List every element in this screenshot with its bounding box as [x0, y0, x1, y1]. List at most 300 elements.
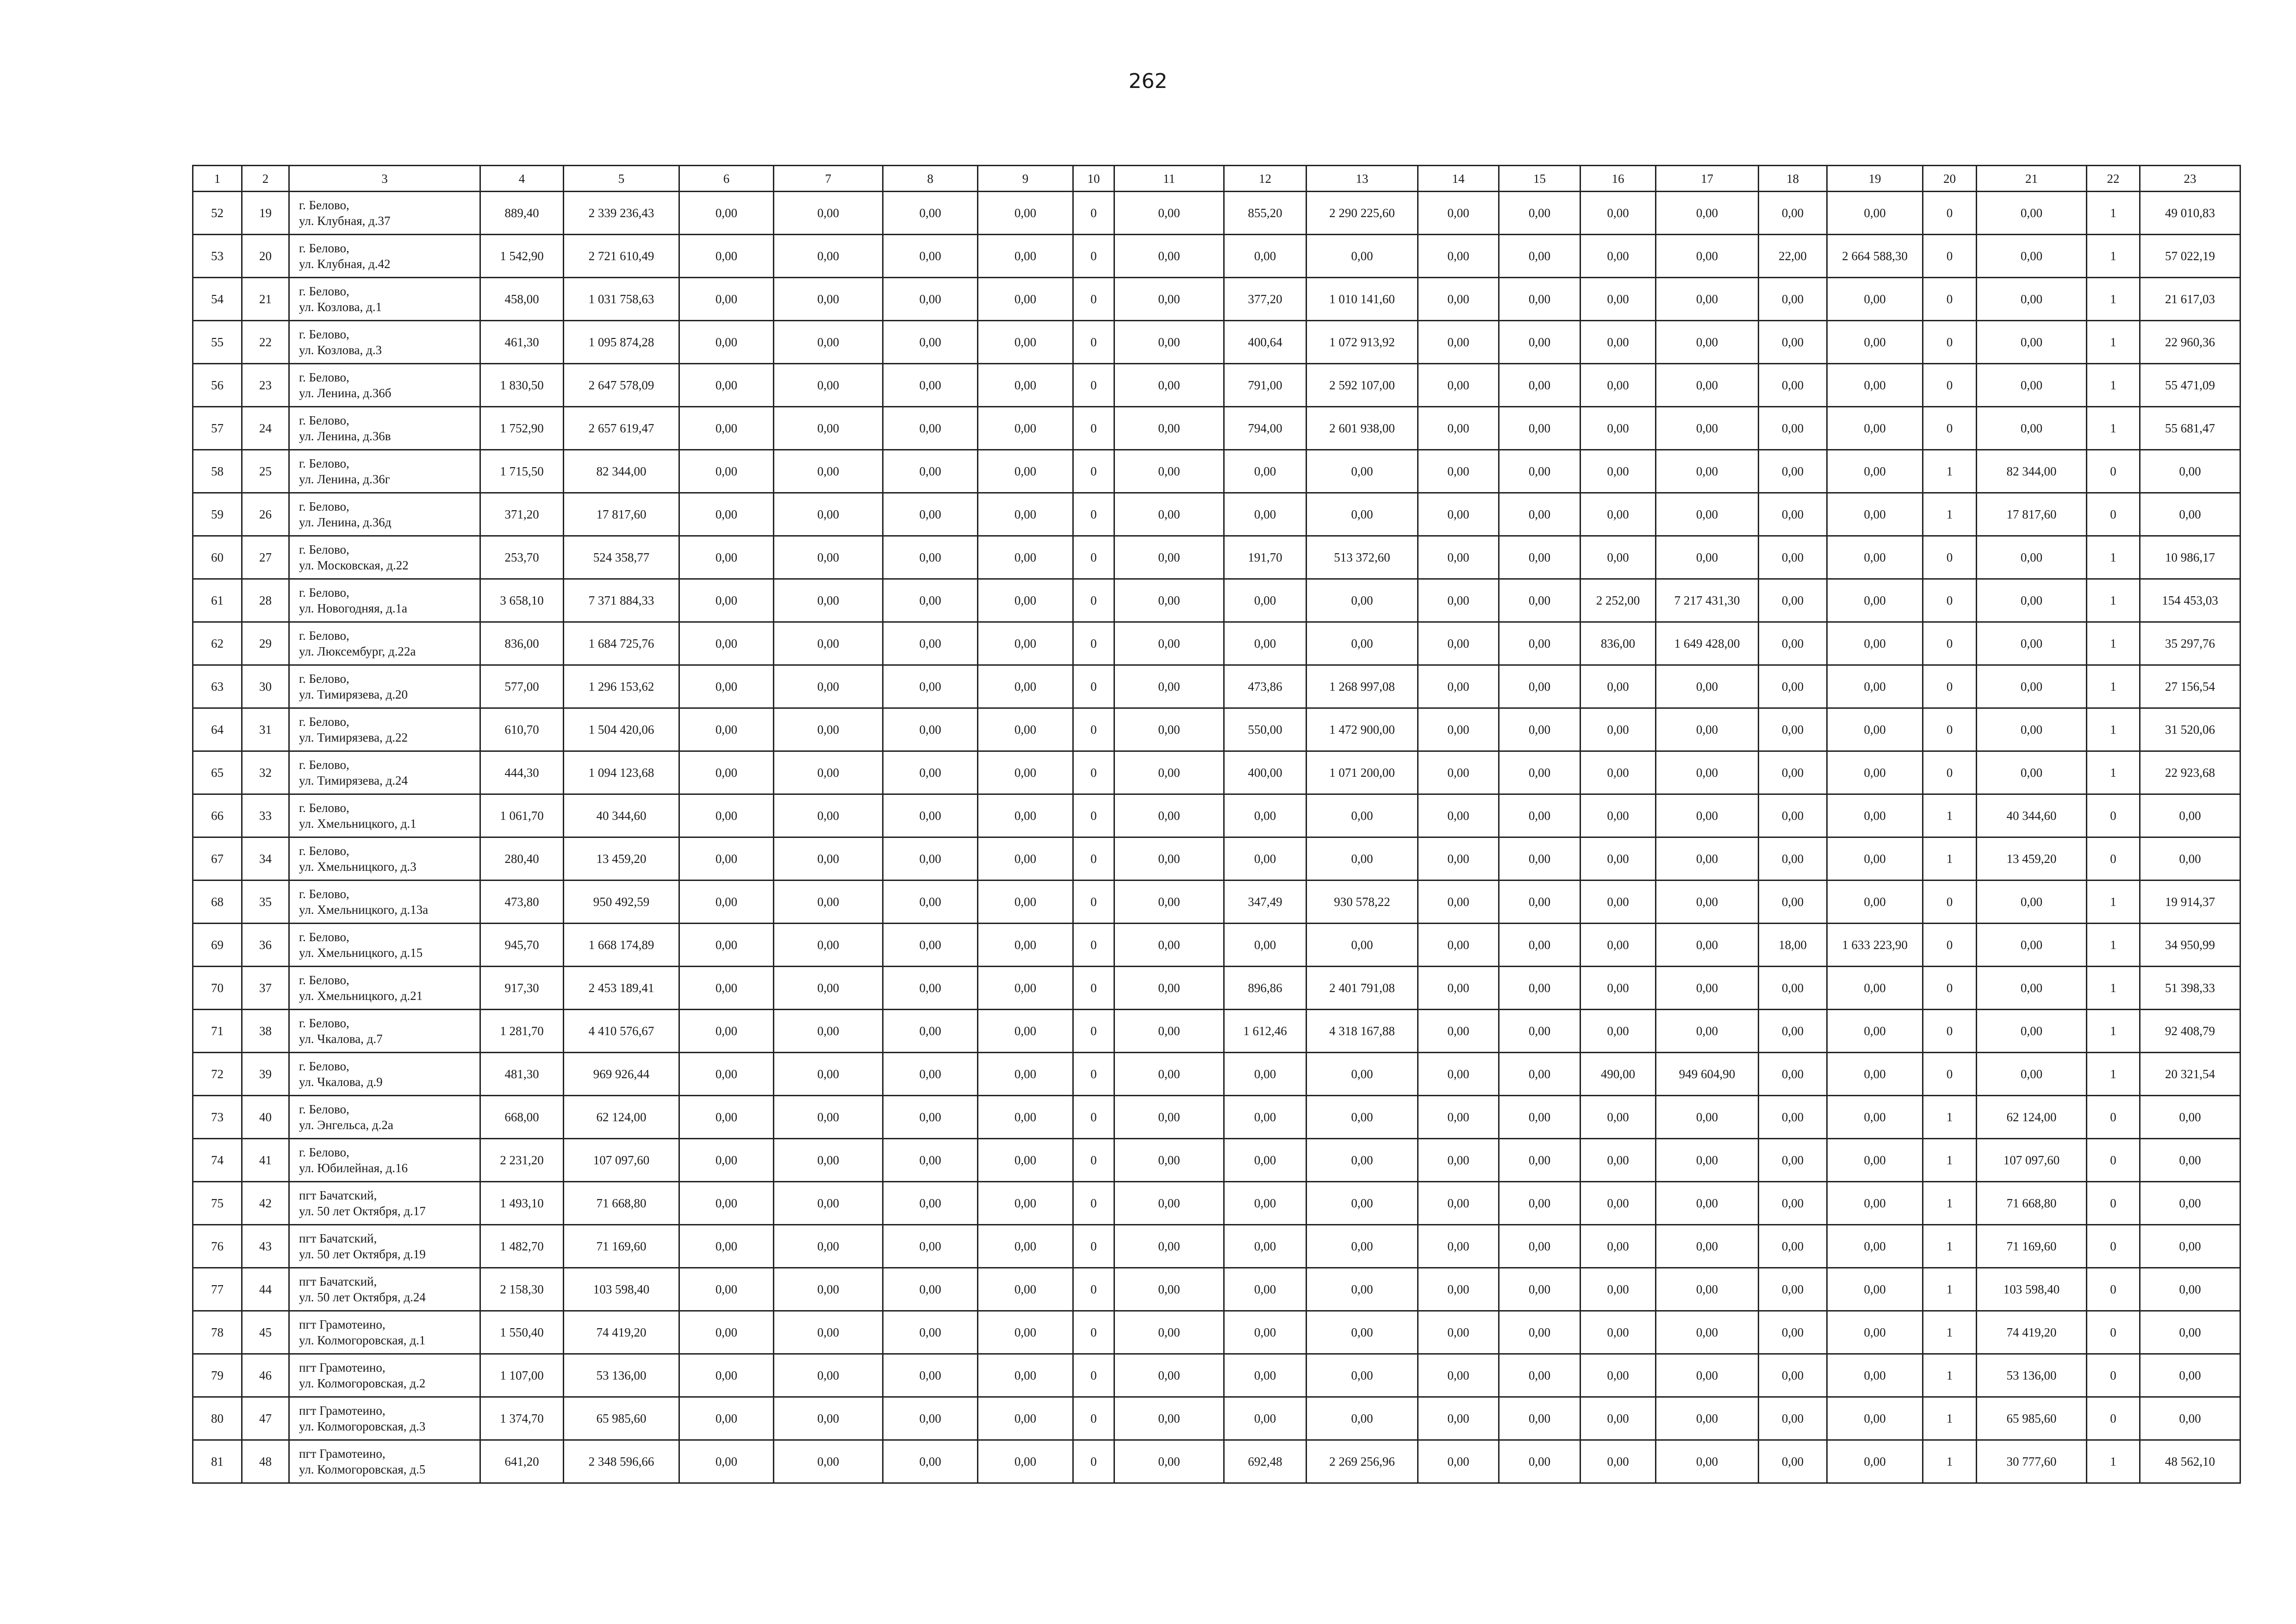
table-cell: 0,00 [1759, 708, 1827, 751]
address-street: ул. Московская, д.22 [299, 558, 409, 572]
table-cell: 0,00 [1656, 794, 1759, 837]
table-cell: 0 [2087, 450, 2140, 493]
table-row [193, 1268, 2240, 1311]
table-cell: 0,00 [679, 881, 774, 924]
table-cell: 0 [2087, 1225, 2140, 1268]
table-cell: 0 [1073, 1053, 1114, 1096]
address-cell [289, 192, 480, 235]
table-cell: 0,00 [1499, 967, 1580, 1010]
table-cell: 0,00 [1656, 1010, 1759, 1053]
table-cell: 0 [1073, 493, 1114, 536]
address-street: ул. Тимирязева, д.20 [299, 687, 408, 701]
table-cell: 1 649 428,00 [1656, 622, 1759, 665]
table-cell: 1 [2087, 536, 2140, 579]
table-cell: 71 [193, 1010, 242, 1053]
table-cell: 0,00 [1827, 1225, 1923, 1268]
table-cell: 0,00 [679, 1268, 774, 1311]
table-cell: 1 [1923, 493, 1977, 536]
table-cell: 0,00 [679, 364, 774, 407]
table-cell: 0,00 [1418, 536, 1499, 579]
table-cell: 0,00 [774, 1182, 883, 1225]
table-cell: 0 [1923, 924, 1977, 967]
table-cell: 0,00 [1977, 1010, 2087, 1053]
column-number: 18 [1759, 166, 1827, 192]
table-cell: 40 344,60 [1977, 794, 2087, 837]
table-cell: 21 [242, 278, 289, 321]
table-cell: 1 493,10 [480, 1182, 564, 1225]
table-cell: 26 [242, 493, 289, 536]
column-number: 22 [2087, 166, 2140, 192]
table-cell: 524 358,77 [564, 536, 679, 579]
table-cell: 0,00 [1580, 1354, 1656, 1397]
address-street: ул. Ленина, д.36б [299, 386, 392, 400]
table-cell: 0,00 [774, 1139, 883, 1182]
table-cell: 0,00 [2140, 837, 2240, 881]
table-cell: 0,00 [1827, 1311, 1923, 1354]
table-cell: 0,00 [774, 450, 883, 493]
table-cell: 17 817,60 [564, 493, 679, 536]
table-cell: 2 592 107,00 [1307, 364, 1418, 407]
table-cell: 72 [193, 1053, 242, 1096]
address-street: ул. 50 лет Октября, д.19 [299, 1247, 426, 1261]
address-cell [289, 1397, 480, 1440]
address-street: ул. Козлова, д.1 [299, 300, 382, 314]
table-cell: 191,70 [1224, 536, 1307, 579]
table-cell: 0,00 [1580, 924, 1656, 967]
table-cell: 0,00 [1759, 450, 1827, 493]
table-cell: 0,00 [883, 235, 978, 278]
table-cell: 0,00 [1307, 924, 1418, 967]
table-cell: 0,00 [883, 278, 978, 321]
column-number: 17 [1656, 166, 1759, 192]
table-cell: 107 097,60 [564, 1139, 679, 1182]
table-cell: 0,00 [1418, 1096, 1499, 1139]
table-cell: 34 [242, 837, 289, 881]
table-cell: 0,00 [1307, 1225, 1418, 1268]
table-cell: 7 217 431,30 [1656, 579, 1759, 622]
table-cell: 1 [2087, 321, 2140, 364]
table-cell: 0,00 [1499, 321, 1580, 364]
table-cell: 0,00 [1499, 881, 1580, 924]
table-cell: 75 [193, 1182, 242, 1225]
table-cell: 0,00 [1827, 1053, 1923, 1096]
column-number: 8 [883, 166, 978, 192]
address-cell [289, 924, 480, 967]
table-cell: 0,00 [1114, 622, 1224, 665]
table-cell: 0,00 [1656, 924, 1759, 967]
table-row [193, 321, 2240, 364]
table-cell: 2 601 938,00 [1307, 407, 1418, 450]
table-cell: 61 [193, 579, 242, 622]
table-cell: 24 [242, 407, 289, 450]
table-cell: 0,00 [1759, 1354, 1827, 1397]
table-cell: 610,70 [480, 708, 564, 751]
table-cell: 0,00 [774, 708, 883, 751]
table-cell: 0,00 [1759, 1096, 1827, 1139]
table-cell: 0,00 [883, 751, 978, 794]
table-cell: 0,00 [1827, 1010, 1923, 1053]
table-cell: 107 097,60 [1977, 1139, 2087, 1182]
table-row [193, 1354, 2240, 1397]
address-settlement: пгт Бачатский, [299, 1274, 377, 1288]
table-cell: 0,00 [1827, 321, 1923, 364]
table-cell: 7 371 884,33 [564, 579, 679, 622]
address-cell [289, 1139, 480, 1182]
table-cell: 0,00 [679, 1139, 774, 1182]
table-cell: 0,00 [1499, 837, 1580, 881]
table-cell: 59 [193, 493, 242, 536]
address-settlement: г. Белово, [299, 413, 349, 427]
table-cell: 0,00 [774, 407, 883, 450]
address-settlement: г. Белово, [299, 844, 349, 858]
table-cell: 0,00 [978, 450, 1073, 493]
address-settlement: г. Белово, [299, 586, 349, 600]
table-cell: 0,00 [1759, 536, 1827, 579]
address-cell [289, 278, 480, 321]
table-cell: 0 [1073, 1096, 1114, 1139]
table-cell: 0 [1923, 278, 1977, 321]
table-cell: 1 715,50 [480, 450, 564, 493]
column-number: 3 [289, 166, 480, 192]
table-cell: 0,00 [1418, 192, 1499, 235]
table-cell: 0,00 [774, 1397, 883, 1440]
table-cell: 0,00 [1580, 665, 1656, 708]
table-cell: 889,40 [480, 192, 564, 235]
table-cell: 0,00 [1827, 1397, 1923, 1440]
table-cell: 65 985,60 [564, 1397, 679, 1440]
table-cell: 0,00 [1499, 1139, 1580, 1182]
table-cell: 0,00 [1827, 708, 1923, 751]
table-cell: 0 [1073, 364, 1114, 407]
table-cell: 0,00 [1977, 321, 2087, 364]
table-cell: 0,00 [2140, 1354, 2240, 1397]
address-settlement: г. Белово, [299, 930, 349, 944]
table-cell: 0,00 [1759, 1139, 1827, 1182]
table-cell: 81 [193, 1440, 242, 1483]
table-cell: 1 107,00 [480, 1354, 564, 1397]
table-cell: 0,00 [1499, 450, 1580, 493]
address-cell [289, 407, 480, 450]
table-cell: 473,86 [1224, 665, 1307, 708]
table-cell: 55 681,47 [2140, 407, 2240, 450]
table-cell: 668,00 [480, 1096, 564, 1139]
address-street: ул. Ленина, д.36в [299, 429, 391, 443]
table-cell: 45 [242, 1311, 289, 1354]
table-cell: 0,00 [1759, 1440, 1827, 1483]
table-cell: 0,00 [978, 278, 1073, 321]
table-cell: 0,00 [1827, 407, 1923, 450]
table-cell: 1 612,46 [1224, 1010, 1307, 1053]
table-cell: 40 [242, 1096, 289, 1139]
table-cell: 0,00 [1827, 751, 1923, 794]
table-cell: 0 [1923, 751, 1977, 794]
column-number: 14 [1418, 166, 1499, 192]
table-cell: 0,00 [978, 1354, 1073, 1397]
table-cell: 0,00 [1114, 493, 1224, 536]
table-cell: 0,00 [1580, 967, 1656, 1010]
table-cell: 4 318 167,88 [1307, 1010, 1418, 1053]
table-cell: 0 [1073, 192, 1114, 235]
table-cell: 0,00 [1307, 837, 1418, 881]
table-cell: 949 604,90 [1656, 1053, 1759, 1096]
table-row [193, 708, 2240, 751]
table-cell: 0,00 [1977, 235, 2087, 278]
table-cell: 0,00 [679, 1440, 774, 1483]
table-cell: 0,00 [883, 450, 978, 493]
table-cell: 1 268 997,08 [1307, 665, 1418, 708]
table-cell: 54 [193, 278, 242, 321]
table-cell: 0,00 [1759, 364, 1827, 407]
table-cell: 0,00 [978, 751, 1073, 794]
table-cell: 0,00 [1224, 493, 1307, 536]
table-cell: 28 [242, 579, 289, 622]
address-settlement: г. Белово, [299, 758, 349, 772]
table-cell: 0,00 [1224, 622, 1307, 665]
table-cell: 0,00 [1499, 1354, 1580, 1397]
table-cell: 0,00 [1656, 967, 1759, 1010]
table-cell: 0,00 [1827, 1354, 1923, 1397]
table-cell: 0,00 [978, 579, 1073, 622]
table-cell: 0,00 [978, 321, 1073, 364]
column-number: 11 [1114, 166, 1224, 192]
table-cell: 0,00 [1759, 794, 1827, 837]
table-cell: 0 [1923, 579, 1977, 622]
table-cell: 0,00 [883, 493, 978, 536]
table-cell: 0 [1073, 235, 1114, 278]
table-cell: 0,00 [1499, 1268, 1580, 1311]
table-cell: 0,00 [1827, 837, 1923, 881]
table-cell: 103 598,40 [564, 1268, 679, 1311]
table-cell: 0,00 [1499, 493, 1580, 536]
table-cell: 0,00 [774, 1354, 883, 1397]
table-cell: 0,00 [1224, 1268, 1307, 1311]
table-cell: 0,00 [883, 407, 978, 450]
table-cell: 0,00 [1499, 1225, 1580, 1268]
table-cell: 64 [193, 708, 242, 751]
table-cell: 1 [2087, 364, 2140, 407]
column-number: 1 [193, 166, 242, 192]
table-cell: 22 923,68 [2140, 751, 2240, 794]
table-cell: 79 [193, 1354, 242, 1397]
table-cell: 0,00 [1580, 751, 1656, 794]
table-cell: 74 419,20 [1977, 1311, 2087, 1354]
table-cell: 2 348 596,66 [564, 1440, 679, 1483]
table-cell: 0 [2087, 1397, 2140, 1440]
table-cell: 0,00 [1418, 1440, 1499, 1483]
table-cell: 0,00 [1827, 536, 1923, 579]
table-cell: 0,00 [1224, 1182, 1307, 1225]
table-cell: 2 252,00 [1580, 579, 1656, 622]
table-cell: 950 492,59 [564, 881, 679, 924]
table-cell: 0,00 [978, 493, 1073, 536]
table-cell: 0,00 [1418, 1354, 1499, 1397]
table-cell: 0,00 [679, 1096, 774, 1139]
table-cell: 0 [1923, 708, 1977, 751]
table-cell: 1 542,90 [480, 235, 564, 278]
table-row [193, 881, 2240, 924]
table-cell: 0,00 [1307, 1096, 1418, 1139]
table-cell: 0,00 [679, 1225, 774, 1268]
table-cell: 0,00 [1418, 1182, 1499, 1225]
table-cell: 0,00 [978, 536, 1073, 579]
table-cell: 1 633 223,90 [1827, 924, 1923, 967]
table-cell: 48 [242, 1440, 289, 1483]
table-cell: 0,00 [883, 1010, 978, 1053]
table-cell: 461,30 [480, 321, 564, 364]
table-cell: 1 [1923, 794, 1977, 837]
table-cell: 0,00 [774, 1053, 883, 1096]
table-cell: 0 [1923, 192, 1977, 235]
table-cell: 0 [1923, 407, 1977, 450]
table-cell: 0,00 [1656, 235, 1759, 278]
table-cell: 0,00 [1307, 1053, 1418, 1096]
table-cell: 39 [242, 1053, 289, 1096]
table-cell: 0,00 [679, 1053, 774, 1096]
table-cell: 0,00 [679, 924, 774, 967]
table-cell: 0,00 [883, 1354, 978, 1397]
table-cell: 0,00 [774, 1268, 883, 1311]
table-cell: 0,00 [1499, 235, 1580, 278]
table-row [193, 1139, 2240, 1182]
address-street: ул. Колмогоровская, д.1 [299, 1333, 426, 1347]
table-cell: 0,00 [1114, 967, 1224, 1010]
table-cell: 0 [2087, 837, 2140, 881]
table-cell: 0,00 [774, 1096, 883, 1139]
table-cell: 0,00 [1114, 536, 1224, 579]
table-cell: 0,00 [978, 924, 1073, 967]
table-cell: 0,00 [1827, 794, 1923, 837]
table-cell: 1 281,70 [480, 1010, 564, 1053]
table-cell: 0,00 [1224, 1311, 1307, 1354]
table-cell: 0,00 [1580, 278, 1656, 321]
table-cell: 444,30 [480, 751, 564, 794]
table-cell: 0,00 [1656, 364, 1759, 407]
table-cell: 1 [1923, 1311, 1977, 1354]
table-cell: 0 [2087, 1354, 2140, 1397]
table-cell: 0 [1073, 1182, 1114, 1225]
table-cell: 0,00 [883, 924, 978, 967]
table-cell: 0,00 [1580, 1440, 1656, 1483]
column-number: 15 [1499, 166, 1580, 192]
table-cell: 0,00 [1114, 837, 1224, 881]
table-cell: 0,00 [978, 708, 1073, 751]
table-cell: 0 [1073, 278, 1114, 321]
table-cell: 0,00 [679, 579, 774, 622]
table-cell: 0,00 [1418, 1010, 1499, 1053]
table-cell: 0,00 [1656, 708, 1759, 751]
table-cell: 0,00 [1759, 751, 1827, 794]
table-cell: 0,00 [2140, 1182, 2240, 1225]
table-cell: 71 668,80 [564, 1182, 679, 1225]
table-cell: 0,00 [1499, 1397, 1580, 1440]
table-cell: 0,00 [1307, 579, 1418, 622]
table-cell: 0,00 [1114, 665, 1224, 708]
table-row [193, 407, 2240, 450]
address-settlement: г. Белово, [299, 1102, 349, 1116]
table-cell: 0,00 [978, 1182, 1073, 1225]
table-cell: 63 [193, 665, 242, 708]
table-cell: 550,00 [1224, 708, 1307, 751]
table-cell: 0,00 [1656, 450, 1759, 493]
table-cell: 1 296 153,62 [564, 665, 679, 708]
table-cell: 0,00 [2140, 1268, 2240, 1311]
table-cell: 1 [2087, 278, 2140, 321]
table-cell: 0,00 [1499, 1311, 1580, 1354]
table-cell: 35 [242, 881, 289, 924]
address-street: ул. Хмельницкого, д.1 [299, 817, 417, 831]
table-cell: 65 [193, 751, 242, 794]
table-cell: 0 [2087, 1096, 2140, 1139]
table-cell: 0,00 [1307, 1268, 1418, 1311]
table-cell: 1 [1923, 1182, 1977, 1225]
table-cell: 0,00 [1977, 407, 2087, 450]
table-cell: 0,00 [1499, 536, 1580, 579]
table-cell: 0 [1073, 967, 1114, 1010]
table-cell: 0,00 [679, 794, 774, 837]
table-cell: 35 297,76 [2140, 622, 2240, 665]
table-cell: 0,00 [883, 1096, 978, 1139]
table-cell: 0,00 [1499, 924, 1580, 967]
table-cell: 0,00 [978, 622, 1073, 665]
table-row [193, 751, 2240, 794]
address-street: ул. 50 лет Октября, д.17 [299, 1204, 426, 1218]
table-cell: 2 158,30 [480, 1268, 564, 1311]
column-number: 19 [1827, 166, 1923, 192]
table-cell: 31 [242, 708, 289, 751]
table-header-row [193, 166, 2240, 192]
table-cell: 0 [1073, 1268, 1114, 1311]
table-cell: 0,00 [1418, 1311, 1499, 1354]
table-cell: 0 [2087, 1139, 2140, 1182]
address-settlement: г. Белово, [299, 715, 349, 729]
address-settlement: г. Белово, [299, 198, 349, 212]
table-cell: 92 408,79 [2140, 1010, 2240, 1053]
table-cell: 513 372,60 [1307, 536, 1418, 579]
table-row [193, 967, 2240, 1010]
table-cell: 0,00 [978, 1139, 1073, 1182]
table-cell: 0,00 [774, 321, 883, 364]
table-cell: 3 658,10 [480, 579, 564, 622]
table-cell: 0,00 [1827, 278, 1923, 321]
table-cell: 0,00 [1418, 1225, 1499, 1268]
table-cell: 30 777,60 [1977, 1440, 2087, 1483]
table-cell: 0,00 [1656, 1225, 1759, 1268]
table-cell: 0,00 [1580, 364, 1656, 407]
table-cell: 1 [1923, 1268, 1977, 1311]
table-cell: 69 [193, 924, 242, 967]
table-cell: 0,00 [1114, 1354, 1224, 1397]
table-cell: 71 169,60 [1977, 1225, 2087, 1268]
table-cell: 41 [242, 1139, 289, 1182]
table-cell: 0,00 [883, 708, 978, 751]
table-cell: 0,00 [1580, 1182, 1656, 1225]
table-cell: 0,00 [883, 1440, 978, 1483]
table-cell: 0,00 [1977, 579, 2087, 622]
table-cell: 0,00 [1114, 1096, 1224, 1139]
table-cell: 0,00 [883, 1182, 978, 1225]
table-cell: 0,00 [1759, 622, 1827, 665]
address-street: ул. Хмельницкого, д.21 [299, 989, 423, 1003]
table-cell: 1 [1923, 1139, 1977, 1182]
table-cell: 481,30 [480, 1053, 564, 1096]
address-settlement: г. Белово, [299, 284, 349, 298]
table-cell: 0,00 [1114, 235, 1224, 278]
table-cell: 48 562,10 [2140, 1440, 2240, 1483]
table-cell: 0,00 [679, 493, 774, 536]
address-cell [289, 579, 480, 622]
table-cell: 896,86 [1224, 967, 1307, 1010]
table-cell: 0 [1073, 665, 1114, 708]
